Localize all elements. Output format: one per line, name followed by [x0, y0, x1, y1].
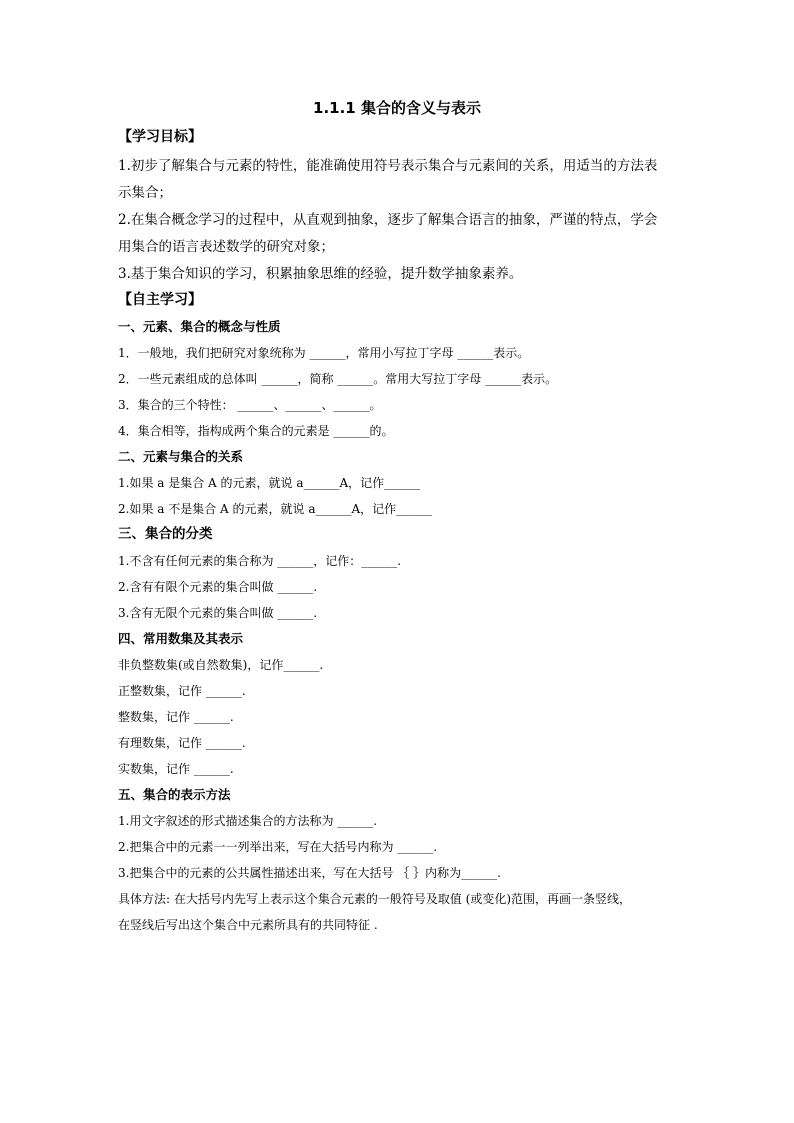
- page-title: 1.1.1 集合的含义与表示: [313, 99, 481, 117]
- section-5-title: 五、集合的表示方法: [118, 787, 231, 802]
- section-2-line-1: 1.如果 a 是集合 A 的元素，就说 a______A，记作______: [118, 476, 421, 490]
- section-1-line-2: 2．一些元素组成的总体叫 ______，简称 ______。常用大写拉丁字母 ______表示。: [118, 372, 558, 386]
- section-2-title: 二、元素与集合的关系: [118, 449, 244, 464]
- section-2-line-2: 2.如果 a 不是集合 A 的元素，就说 a______A，记作______: [118, 502, 433, 516]
- section-1-line-4: 4．集合相等，指构成两个集合的元素是 ______的。: [118, 424, 394, 438]
- section-4-line-1: 非负整数集(或自然数集)，记作______.: [118, 658, 324, 672]
- section-5-line-1: 1.用文字叙述的形式描述集合的方法称为 ______.: [118, 814, 378, 828]
- section-5-line-3: 3.把集合中的元素的公共属性描述出来，写在大括号 ｛ ｝内称为______.: [118, 866, 501, 880]
- section-5-line-2: 2.把集合中的元素一一列举出来，写在大括号内称为 ______.: [118, 840, 438, 854]
- section-3-line-3: 3.含有无限个元素的集合叫做 ______.: [118, 606, 318, 620]
- section-1-line-1: 1．一般地，我们把研究对象统称为 ______，常用小写拉丁字母 ______表示。: [118, 346, 530, 360]
- section-1-line-3: 3．集合的三个特性： ______、______、______。: [118, 398, 382, 412]
- section-4-title: 四、常用数集及其表示: [118, 631, 244, 646]
- section-4-line-2: 正整数集，记作 ______.: [118, 684, 246, 698]
- section-1-title: 一、元素、集合的概念与性质: [118, 319, 281, 334]
- objectives-heading: 【学习目标】: [118, 129, 202, 145]
- objective-line-1: 1.初步了解集合与元素的特性，能准确使用符号表示集合与元素间的关系，用适当的方法表: [118, 158, 658, 174]
- section-5-line-5: 在竖线后写出这个集合中元素所具有的共同特征 .: [118, 918, 378, 932]
- section-4-line-5: 实数集，记作 ______.: [118, 762, 234, 776]
- section-3-line-1: 1.不含有任何元素的集合称为 ______，记作：______.: [118, 554, 402, 568]
- section-3-title: 三、集合的分类: [118, 526, 213, 542]
- objective-line-3: 2.在集合概念学习的过程中，从直观到抽象，逐步了解集合语言的抽象，严谨的特点，学会: [118, 212, 658, 228]
- section-5-line-4: 具体方法: 在大括号内先写上表示这个集合元素的一般符号及取值 (或变化)范围，再画一条竖线，: [118, 892, 632, 906]
- section-4-line-4: 有理数集，记作 ______.: [118, 736, 246, 750]
- objective-line-2: 示集合；: [118, 185, 172, 201]
- section-3-line-2: 2.含有有限个元素的集合叫做 ______.: [118, 580, 318, 594]
- self-study-heading: 【自主学习】: [118, 292, 202, 308]
- section-4-line-3: 整数集，记作 ______.: [118, 710, 234, 724]
- objective-line-5: 3.基于集合知识的学习，积累抽象思维的经验，提升数学抽象素养。: [118, 266, 523, 282]
- objective-line-4: 用集合的语言表述数学的研究对象；: [118, 239, 334, 255]
